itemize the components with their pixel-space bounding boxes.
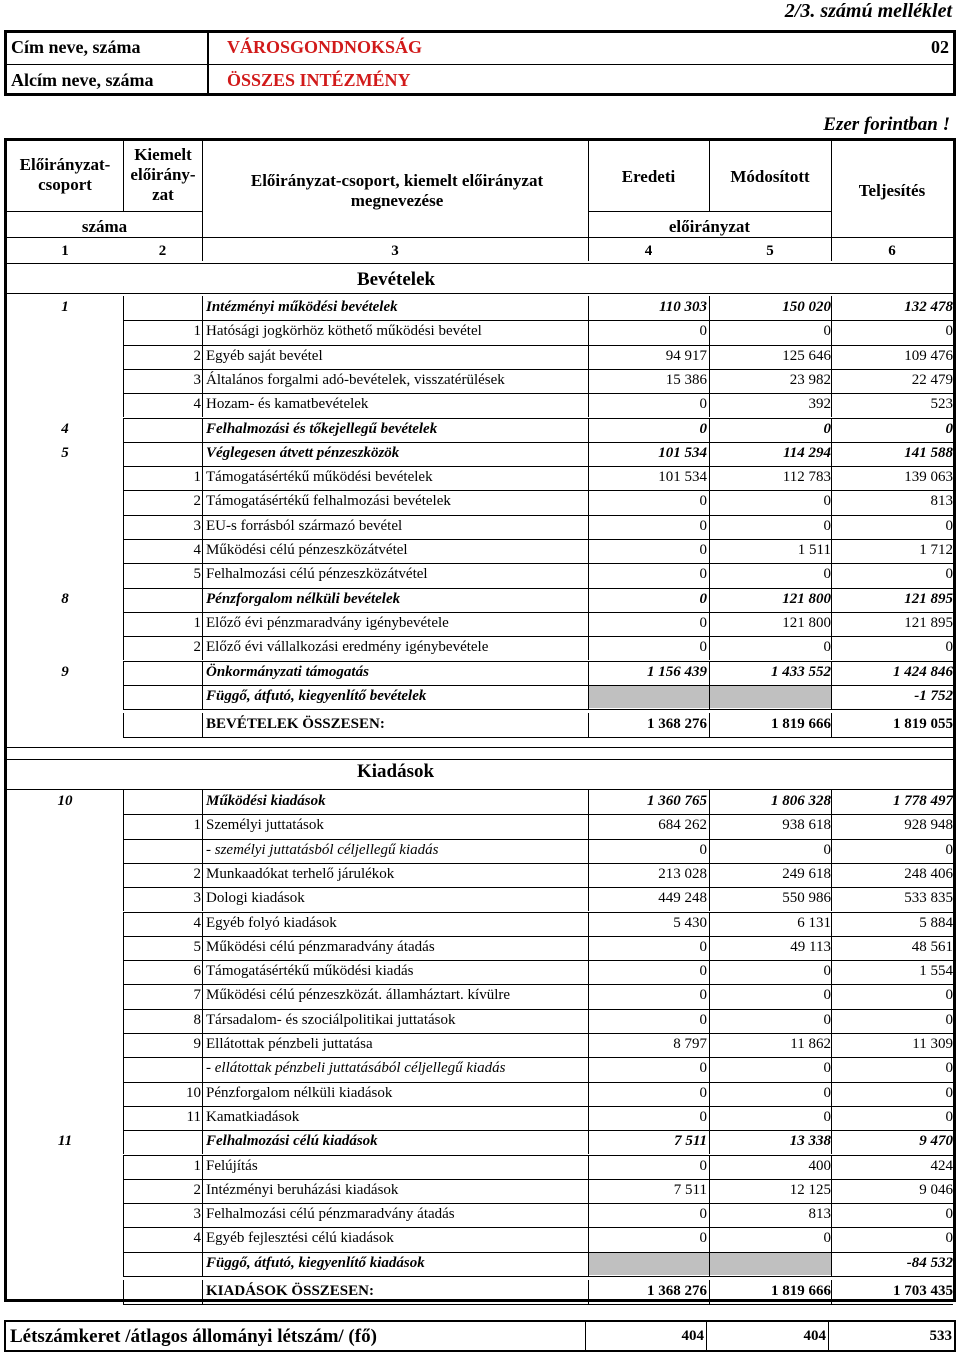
expense-row	[7, 839, 953, 863]
budget-table	[4, 138, 956, 1302]
modified-value: 0	[823, 1060, 831, 1077]
fulfilment-value: 9 046	[919, 1181, 953, 1198]
row-name: Egyéb fejlesztési célú kiadások	[206, 1230, 394, 1247]
original-value: 0	[699, 517, 707, 534]
revenue-row	[7, 345, 953, 369]
original-value: 94 917	[665, 347, 707, 364]
modified-value: 6 131	[797, 914, 831, 931]
item-no: 9	[193, 1036, 201, 1052]
item-no: 4	[193, 396, 201, 413]
revenue-row	[7, 296, 953, 320]
modified-value: 1 511	[797, 542, 831, 558]
fulfilment-value: 0	[945, 1011, 953, 1028]
fulfilment-value: 0	[945, 1060, 953, 1077]
title-value: VÁROSGONDNOKSÁG	[227, 37, 423, 57]
modified-value: 13 338	[789, 1133, 831, 1150]
row-name: Függő, átfutó, kiegyenlítő kiadások	[206, 1254, 425, 1271]
original-value: 0	[699, 493, 707, 510]
header-kiemelt: Kiemelt előirány-zat	[130, 145, 196, 204]
original-value: 0	[699, 938, 707, 955]
modified-value: 112 783	[782, 469, 831, 486]
fulfilment-value: 424	[930, 1157, 953, 1174]
item-no: 4	[193, 542, 201, 558]
item-no: 2	[193, 1181, 201, 1198]
fulfilment-value: 132 478	[904, 299, 953, 315]
expense-row	[7, 1106, 953, 1130]
expense-row	[7, 1057, 953, 1081]
fulfilment-value: 0	[945, 987, 953, 1004]
revenue-row	[7, 393, 953, 417]
revenue-row	[7, 636, 953, 660]
header-eloiranyzat: előirányzat	[668, 217, 751, 236]
fulfilment-value: 121 895	[904, 614, 953, 631]
original-value: 0	[699, 1230, 707, 1247]
fulfilment-value: -84 532	[906, 1254, 953, 1271]
modified-value: 11 862	[790, 1036, 831, 1052]
fulfilment-value: 5 884	[919, 914, 953, 931]
expense-row	[7, 1227, 953, 1251]
original-value: 0	[699, 614, 707, 631]
fulfilment-value: 48 561	[911, 938, 953, 955]
original-value: 101 534	[658, 444, 707, 461]
modified-value: 0	[823, 987, 831, 1004]
header-modified: Módosított	[730, 167, 810, 186]
staffing-fulfilment: 533	[929, 1328, 952, 1344]
fulfilment-value: 0	[945, 1230, 953, 1247]
original-value: 5 430	[673, 914, 707, 931]
subtitle-label: Alcím neve, száma	[11, 70, 154, 90]
header-name: Előirányzat-csoport, kiemelt előirányzat megnevezése	[250, 171, 544, 210]
fulfilment-value: 11 309	[912, 1036, 953, 1052]
expense-row	[7, 936, 953, 960]
row-name: Előző évi vállalkozási eredmény igénybevétele	[206, 639, 489, 656]
original-value: 110 303	[659, 299, 707, 315]
expense-row	[7, 1009, 953, 1033]
original-value: 0	[699, 963, 707, 980]
revenue-row	[7, 490, 953, 514]
fulfilment-value: 1 554	[919, 963, 953, 980]
item-no: 4	[193, 1230, 201, 1247]
modified-value: 938 618	[782, 817, 831, 834]
original-value: 8 797	[673, 1036, 707, 1052]
item-no: 5	[193, 566, 201, 583]
original-value: 1 368 276	[647, 1283, 707, 1299]
fulfilment-value: 0	[945, 420, 953, 437]
item-no: 2	[193, 865, 201, 882]
revenue-row	[7, 713, 953, 737]
item-no: 1	[193, 614, 201, 631]
expense-row	[7, 1155, 953, 1179]
original-value: 684 262	[658, 817, 707, 834]
modified-value: 125 646	[782, 347, 831, 364]
header-original: Eredeti	[621, 167, 676, 186]
original-value: 0	[699, 841, 707, 858]
original-value: 0	[699, 639, 707, 656]
expense-row	[7, 1203, 953, 1227]
modified-value: 49 113	[790, 938, 831, 955]
modified-value: 0	[823, 1230, 831, 1247]
unit-note: Ezer forintban !	[823, 114, 950, 135]
fulfilment-value: 0	[945, 566, 953, 583]
colnum-3: 3	[391, 243, 399, 259]
modified-value: 550 986	[782, 890, 831, 907]
revenue-row	[7, 563, 953, 587]
modified-value: 23 982	[789, 371, 831, 388]
original-value: 0	[699, 323, 707, 340]
revenue-row	[7, 515, 953, 539]
row-name: Működési kiadások	[206, 793, 326, 809]
original-value: 1 156 439	[647, 663, 707, 680]
original-value: 213 028	[658, 865, 707, 882]
fulfilment-value: 1 703 435	[893, 1283, 953, 1299]
fulfilment-value: 0	[945, 1206, 953, 1223]
original-value: 7 511	[673, 1181, 707, 1198]
row-name: - személyi juttatásból céljellegű kiadás	[206, 841, 439, 858]
original-value: 0	[699, 420, 707, 437]
expense-row	[7, 1130, 953, 1154]
row-name: Felhalmozási célú pénzmaradvány átadás	[206, 1206, 455, 1223]
expense-title: Kiadások	[357, 761, 435, 782]
row-name: BEVÉTELEK ÖSSZESEN:	[206, 716, 385, 733]
expense-row	[7, 863, 953, 887]
header-group: Előirányzat-csoport	[19, 155, 111, 194]
original-value: 0	[699, 1011, 707, 1028]
expense-row	[7, 790, 953, 814]
fulfilment-value: 1 424 846	[893, 663, 953, 680]
fulfilment-value: 533 835	[904, 890, 953, 907]
modified-value: 114 294	[783, 444, 831, 461]
staffing-label: Létszámkeret /átlagos állományi létszám/ (fő)	[10, 1326, 377, 1347]
row-name: Intézményi beruházási kiadások	[206, 1181, 399, 1198]
original-value: 0	[699, 566, 707, 583]
item-no: 1	[193, 469, 201, 486]
expense-row	[7, 814, 953, 838]
item-no: 3	[193, 517, 201, 534]
row-name: Függő, átfutó, kiegyenlítő bevételek	[206, 687, 427, 704]
row-name: Kamatkiadások	[206, 1108, 300, 1125]
modified-value: 121 800	[782, 590, 831, 607]
title-block	[4, 30, 956, 96]
modified-value: 1 433 552	[771, 663, 831, 680]
item-no: 5	[193, 938, 201, 955]
original-value: 0	[699, 1157, 707, 1174]
row-name: Felhalmozási célú kiadások	[206, 1133, 378, 1150]
row-name: - ellátottak pénzbeli juttatásából céljellegű kiadás	[206, 1060, 506, 1077]
modified-value: 121 800	[782, 614, 831, 631]
group-no: 4	[61, 420, 69, 437]
modified-value: 12 125	[789, 1181, 831, 1198]
item-no: 11	[186, 1108, 201, 1125]
staffing-row	[4, 1320, 956, 1352]
modified-value: 0	[823, 963, 831, 980]
staffing-modified: 404	[803, 1328, 826, 1344]
group-no: 11	[57, 1133, 73, 1150]
original-value: 0	[699, 1084, 707, 1101]
row-name: KIADÁSOK ÖSSZESEN:	[206, 1283, 374, 1299]
fulfilment-value: 0	[945, 1084, 953, 1101]
fulfilment-value: 22 479	[911, 371, 953, 388]
original-value: 0	[699, 1060, 707, 1077]
fulfilment-value: 109 476	[904, 347, 953, 364]
original-value: 0	[699, 987, 707, 1004]
row-name: Önkormányzati támogatás	[206, 663, 369, 680]
revenue-row	[7, 466, 953, 490]
row-name: Működési célú pénzeszközátvétel	[206, 542, 408, 558]
fulfilment-value: 9 470	[919, 1133, 953, 1150]
modified-value: 150 020	[782, 299, 831, 315]
revenue-row	[7, 442, 953, 466]
fulfilment-value: 0	[945, 639, 953, 656]
colnum-1: 1	[61, 243, 69, 259]
revenue-row	[7, 320, 953, 344]
fulfilment-value: 0	[945, 323, 953, 340]
original-value: 1 368 276	[647, 716, 707, 733]
fulfilment-value: 813	[930, 493, 953, 510]
group-no: 9	[61, 663, 69, 680]
modified-value: 0	[823, 1011, 831, 1028]
colnum-5: 5	[766, 243, 774, 259]
item-no: 6	[193, 963, 201, 980]
row-name: Intézményi működési bevételek	[206, 299, 398, 315]
item-no: 1	[193, 1157, 201, 1174]
modified-value: 392	[808, 396, 831, 413]
staffing-original: 404	[681, 1328, 704, 1344]
fulfilment-value: -1 752	[914, 687, 953, 704]
modified-value: 1 819 666	[771, 716, 831, 733]
row-name: Hozam- és kamatbevételek	[206, 396, 369, 413]
original-value: 7 511	[674, 1133, 707, 1150]
expense-row	[7, 960, 953, 984]
item-no: 4	[193, 914, 201, 931]
original-value: 449 248	[658, 890, 707, 907]
row-name: Munkaadókat terhelő járulékok	[206, 865, 395, 882]
revenue-row	[7, 661, 953, 685]
row-name: Támogatásértékű felhalmozási bevételek	[206, 493, 451, 510]
revenue-row	[7, 539, 953, 563]
row-name: Egyéb saját bevétel	[206, 347, 323, 364]
modified-value: 0	[823, 566, 831, 583]
original-value: 0	[699, 1108, 707, 1125]
title-code: 02	[931, 37, 949, 57]
row-name: EU-s forrásból származó bevétel	[206, 517, 403, 534]
original-value: 0	[699, 396, 707, 413]
subtitle-row	[7, 66, 953, 96]
modified-value: 0	[823, 517, 831, 534]
annex-label: 2/3. számú melléklet	[784, 0, 952, 22]
modified-value: 0	[823, 639, 831, 656]
original-value: 101 534	[658, 469, 707, 486]
row-name: Támogatásértékű működési bevételek	[206, 469, 433, 486]
revenue-row	[7, 369, 953, 393]
fulfilment-value: 0	[945, 517, 953, 534]
expense-row	[7, 912, 953, 936]
item-no: 3	[193, 1206, 201, 1223]
row-name: Dologi kiadások	[206, 890, 305, 907]
header-fulfilment: Teljesítés	[858, 181, 926, 200]
expense-row	[7, 1033, 953, 1057]
item-no: 7	[193, 987, 201, 1004]
row-name: Felhalmozási célú pénzeszközátvétel	[206, 566, 428, 583]
modified-value: 400	[808, 1157, 831, 1174]
fulfilment-value: 0	[945, 1108, 953, 1125]
modified-value: 0	[823, 1084, 831, 1101]
colnum-4: 4	[644, 243, 653, 259]
expense-row	[7, 984, 953, 1008]
row-name: Pénzforgalom nélküli bevételek	[206, 590, 401, 607]
subtitle-value: ÖSSZES INTÉZMÉNY	[227, 70, 411, 90]
modified-value: 0	[823, 420, 831, 437]
title-row	[7, 33, 953, 63]
fulfilment-value: 139 063	[904, 469, 953, 486]
original-value: 15 386	[665, 371, 707, 388]
item-no: 10	[186, 1084, 201, 1101]
revenue-row	[7, 418, 953, 442]
fulfilment-value: 523	[930, 396, 953, 413]
original-value: 0	[699, 542, 707, 558]
item-no: 1	[193, 817, 201, 834]
item-no: 2	[193, 639, 201, 656]
original-value: 0	[699, 590, 707, 607]
expense-row	[7, 887, 953, 911]
fulfilment-value: 121 895	[904, 590, 953, 607]
modified-value: 813	[808, 1206, 831, 1223]
row-name: Ellátottak pénzbeli juttatása	[206, 1036, 373, 1052]
modified-value: 1 806 328	[771, 793, 831, 809]
item-no: 2	[193, 493, 201, 510]
group-no: 8	[61, 590, 69, 607]
fulfilment-value: 928 948	[904, 817, 953, 834]
row-name: Hatósági jogkörhöz köthető működési bevétel	[206, 323, 482, 340]
revenue-title: Bevételek	[357, 269, 436, 290]
expense-row	[7, 1179, 953, 1203]
item-no: 2	[193, 347, 201, 364]
title-label: Cím neve, száma	[11, 37, 141, 57]
expense-row	[7, 1280, 953, 1304]
row-name: Felújítás	[206, 1157, 258, 1174]
row-name: Egyéb folyó kiadások	[206, 914, 337, 931]
group-no: 5	[61, 444, 69, 461]
row-name: Előző évi pénzmaradvány igénybevétele	[206, 614, 449, 631]
modified-value: 249 618	[782, 865, 831, 882]
expense-row	[7, 1082, 953, 1106]
row-name: Véglegesen átvett pénzeszközök	[206, 444, 400, 461]
original-value: 1 360 765	[647, 793, 707, 809]
row-name: Társadalom- és szociálpolitikai juttatások	[206, 1011, 456, 1028]
modified-value: 0	[823, 1108, 831, 1125]
modified-value: 1 819 666	[771, 1283, 831, 1299]
item-no: 8	[193, 1011, 201, 1028]
fulfilment-value: 141 588	[904, 444, 953, 461]
original-value: 0	[699, 1206, 707, 1223]
row-name: Személyi juttatások	[206, 817, 324, 834]
modified-value: 0	[823, 493, 831, 510]
revenue-row	[7, 612, 953, 636]
row-name: Felhalmozási és tőkejellegű bevételek	[206, 420, 438, 437]
group-no: 1	[61, 299, 69, 315]
row-name: Támogatásértékű működési kiadás	[206, 963, 414, 980]
fulfilment-value: 248 406	[904, 865, 953, 882]
colnum-6: 6	[888, 243, 896, 259]
group-no: 10	[57, 793, 73, 809]
item-no: 3	[193, 890, 201, 907]
fulfilment-value: 1 819 055	[893, 716, 953, 733]
fulfilment-value: 1 778 497	[893, 793, 953, 809]
row-name: Működési célú pénzmaradvány átadás	[206, 938, 435, 955]
item-no: 1	[193, 323, 201, 340]
colnum-2: 2	[158, 243, 167, 259]
fulfilment-value: 0	[945, 841, 953, 858]
modified-value: 0	[823, 323, 831, 340]
fulfilment-value: 1 712	[919, 542, 953, 558]
item-no: 3	[193, 371, 201, 388]
modified-value: 0	[823, 841, 831, 858]
header-szama: száma	[81, 217, 128, 236]
row-name: Működési célú pénzeszközát. államháztart. kívülre	[206, 987, 511, 1004]
row-name: Általános forgalmi adó-bevételek, visszatérülések	[206, 371, 505, 388]
revenue-row	[7, 588, 953, 612]
row-name: Pénzforgalom nélküli kiadások	[206, 1084, 393, 1101]
